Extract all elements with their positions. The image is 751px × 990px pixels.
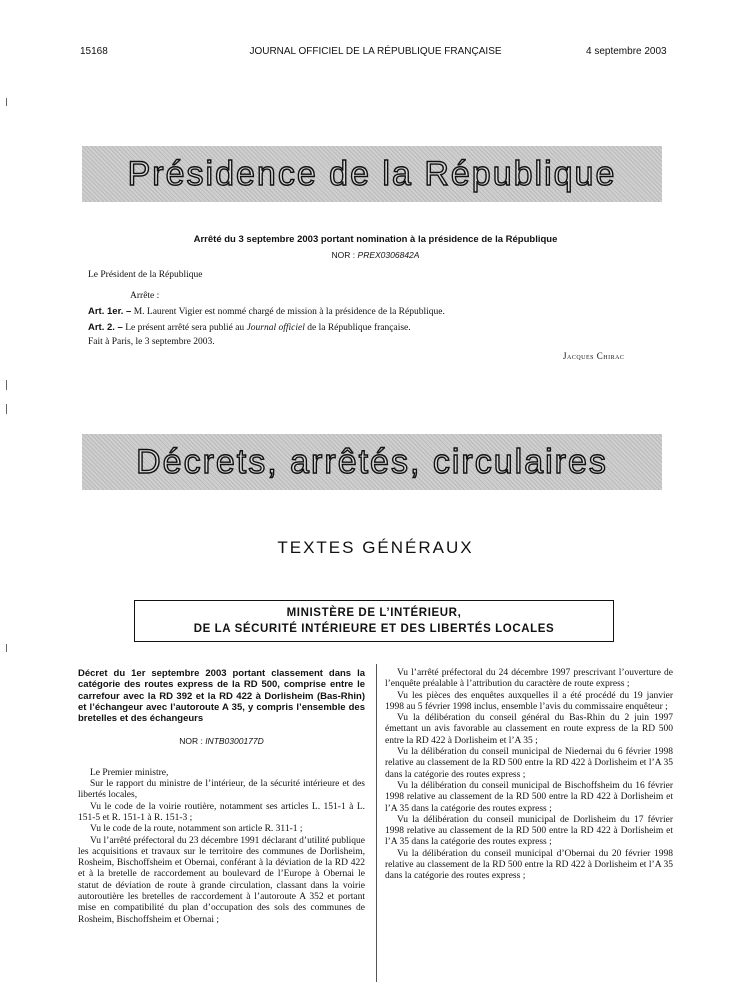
scan-mark (6, 644, 7, 652)
paragraph: Vu la délibération du conseil général du Bas-Rhin du 2 juin 1997 émettant un avis favorable au classement en route express de la RD 500 entre la RD 422 à Dorlisheim et l’A 35 ; (385, 713, 673, 746)
decret-nor (78, 736, 365, 747)
scan-mark (6, 98, 7, 106)
arrete-verb: Arrête : (130, 291, 160, 301)
presidence-banner (82, 146, 662, 202)
arrete-nor (0, 250, 751, 260)
paragraph: Vu la délibération du conseil municipal de Niedernai du 6 février 1998 relative au classement de la RD 500 entre la RD 422 à Dorlisheim et l’A 35 dans la catégorie des routes express ; (385, 747, 673, 780)
decrets-banner-text: Décrets, arrêtés, circulaires (136, 442, 608, 481)
nor-label: NOR : (331, 250, 358, 260)
article-1-label: Art. 1er. – (88, 306, 132, 317)
paragraph: Vu l’arrêté préfectoral du 24 décembre 1997 prescrivant l’ouverture de l’enquête préalable à l’attribution du caractère de route express ; (385, 668, 673, 690)
article-1 (88, 306, 445, 317)
decret-nor-code: INTB0300177D (205, 736, 264, 747)
article-2-text-a: Le présent arrêté sera publié au (122, 323, 247, 333)
article-2-text-b: de la République française. (304, 323, 411, 333)
paragraph: Vu les pièces des enquêtes auxquelles il a été procédé du 19 janvier 1998 au 5 février 1998 inclus, ensemble l’avis du commissaire enquêteur ; (385, 690, 673, 712)
paragraph: Vu le code de la route, notamment son article R. 311-1 ; (90, 824, 303, 835)
article-1-text: M. Laurent Vigier est nommé chargé de mission à la présidence de la République. (131, 307, 445, 317)
paragraph: Le Premier ministre, (90, 767, 169, 778)
journal-title: JOURNAL OFFICIEL DE LA RÉPUBLIQUE FRANÇAISE (249, 46, 502, 57)
issue-date: 4 septembre 2003 (586, 46, 667, 57)
column-divider (376, 664, 377, 982)
ministry-box (134, 600, 614, 642)
scan-mark (6, 404, 7, 414)
decret-right-column (385, 668, 673, 883)
scan-mark (6, 380, 7, 390)
paragraph: Vu le code de la voirie routière, notamment ses articles L. 151-1 à L. 151-5 et R. 151-1 à R. 151-3 ; (78, 801, 365, 823)
paragraph: Vu la délibération du conseil municipal de Dorlisheim du 17 février 1998 relative au classement de la RD 500 entre la RD 422 à Dorlisheim et l’A 35 dans la catégorie des routes express ; (385, 814, 673, 848)
signature: Jacques Chirac (563, 351, 625, 361)
arrete-intro: Le Président de la République (88, 270, 203, 280)
arrete-title: Arrêté du 3 septembre 2003 portant nomination à la présidence de la République (193, 234, 558, 245)
paragraph: Vu l’arrêté préfectoral du 23 décembre 1991 déclarant d’utilité publique les acquisitions et travaux sur le territoire des communes de Dorlisheim, Rosheim, Bischoffsheim et Obernai, conférant à la déviation de la RD 422 et à la bretelle de raccordement au boulevard de l’Europe à Obernai le statut de déviation de route à grande circulation, classant dans la voirie autoroutière les bretelles de raccordement à l’autoroute A 352 et portant mise en compatibilité du plan d’occupation des sols des communes de Rosheim, Bischoffsheim et Obernai ; (78, 835, 365, 925)
ministry-line-1: MINISTÈRE DE L’INTÉRIEUR, (286, 607, 462, 619)
textes-generaux-heading: TEXTES GÉNÉRAUX (277, 538, 474, 557)
article-2-label: Art. 2. – (88, 322, 123, 333)
page-number: 15168 (80, 46, 108, 57)
paragraph: Vu la délibération du conseil municipal de Bischoffsheim du 16 février 1998 relative au classement de la RD 500 entre la RD 422 à Dorlisheim et l’A 35 dans la catégorie des routes express ; (385, 780, 673, 814)
decrets-banner (82, 434, 662, 490)
presidence-banner-text: Présidence de la République (127, 154, 617, 193)
ministry-line-2: DE LA SÉCURITÉ INTÉRIEURE ET DES LIBERTÉS LOCALES (193, 623, 555, 635)
decret-left-column (78, 668, 365, 926)
decret-title: Décret du 1er septembre 2003 portant classement dans la catégorie des routes express de la RD 500, comprise entre le carrefour avec la RD 392 et la RD 422 à Dorlisheim (Bas-Rhin) et l’échangeur avec l’autoroute A 35, y compris l’ensemble des bretelles et des échangeurs (78, 668, 365, 725)
paragraph: Sur le rapport du ministre de l’intérieur, de la sécurité intérieure et des libertés locales, (78, 779, 365, 801)
article-2-text-italic: Journal officiel (246, 323, 305, 333)
article-2 (88, 322, 411, 333)
paragraph: Vu la délibération du conseil municipal d’Obernai du 20 février 1998 relative au classement de la RD 500 entre la RD 422 à Dorlisheim et l’A 35 dans la catégorie des routes express ; (385, 848, 673, 882)
nor-code: PREX0306842A (357, 250, 420, 260)
decret-nor-label: NOR : (179, 736, 206, 747)
done-at: Fait à Paris, le 3 septembre 2003. (88, 337, 215, 347)
